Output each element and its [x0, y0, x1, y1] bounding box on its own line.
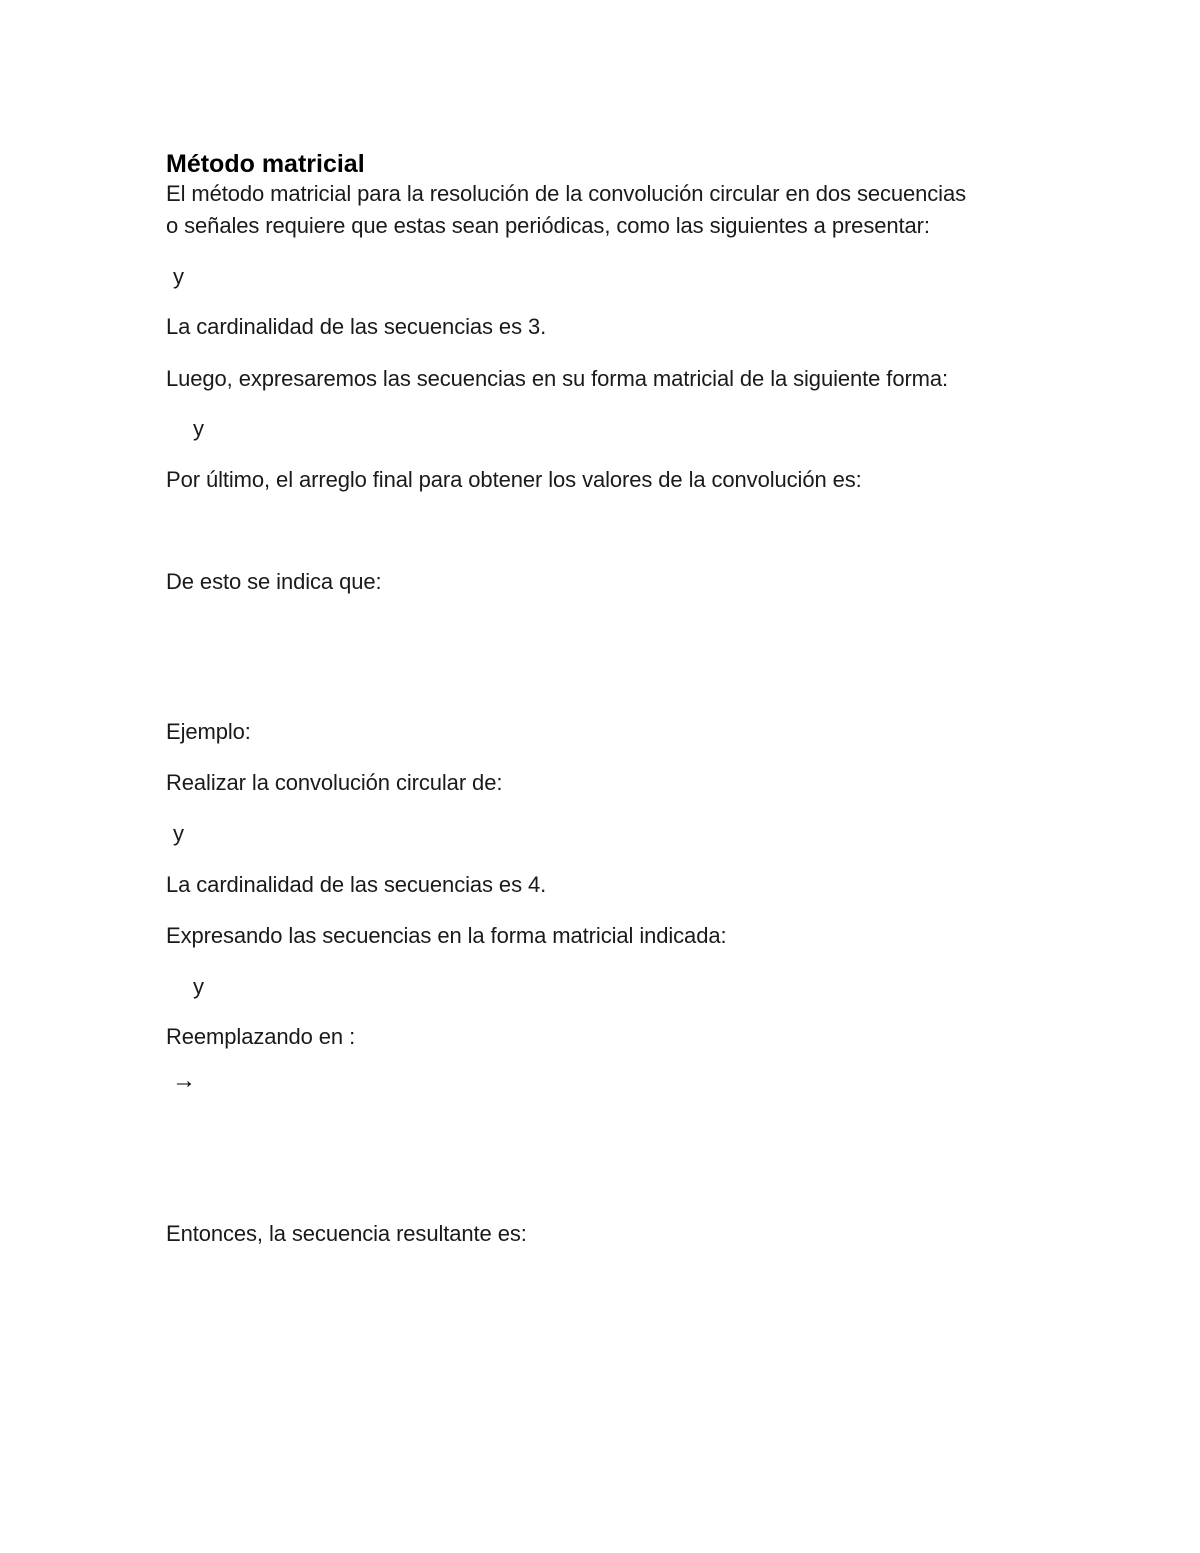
luego-text: Luego, expresaremos las secuencias en su forma matricial de la siguiente forma: [166, 366, 949, 391]
conjunction-y-2: y [193, 416, 204, 441]
conjunction-y-3: y [173, 821, 184, 846]
reemplazando-text: Reemplazando en : [166, 1024, 356, 1049]
entonces-text: Entonces, la secuencia resultante es: [166, 1221, 527, 1246]
cardinality-text-2: La cardinalidad de las secuencias es 4. [166, 872, 547, 897]
intro-line-1: El método matricial para la resolución de la convolución circular en dos secuencias [166, 181, 967, 206]
conjunction-y-4: y [193, 974, 204, 999]
de-esto-text: De esto se indica que: [166, 569, 382, 594]
cardinality-text-1: La cardinalidad de las secuencias es 3. [166, 314, 547, 339]
por-ultimo-text: Por último, el arreglo final para obtener los valores de la convolución es: [166, 467, 862, 492]
conjunction-y-1: y [173, 264, 184, 289]
expresando-text: Expresando las secuencias en la forma matricial indicada: [166, 923, 727, 948]
realizar-text: Realizar la convolución circular de: [166, 770, 503, 795]
ejemplo-heading: Ejemplo: [166, 719, 251, 744]
arrow-right-icon: → [172, 1067, 196, 1094]
intro-line-2: o señales requiere que estas sean periódicas, como las siguientes a presentar: [166, 213, 930, 238]
page-title: Método matricial [166, 150, 365, 178]
